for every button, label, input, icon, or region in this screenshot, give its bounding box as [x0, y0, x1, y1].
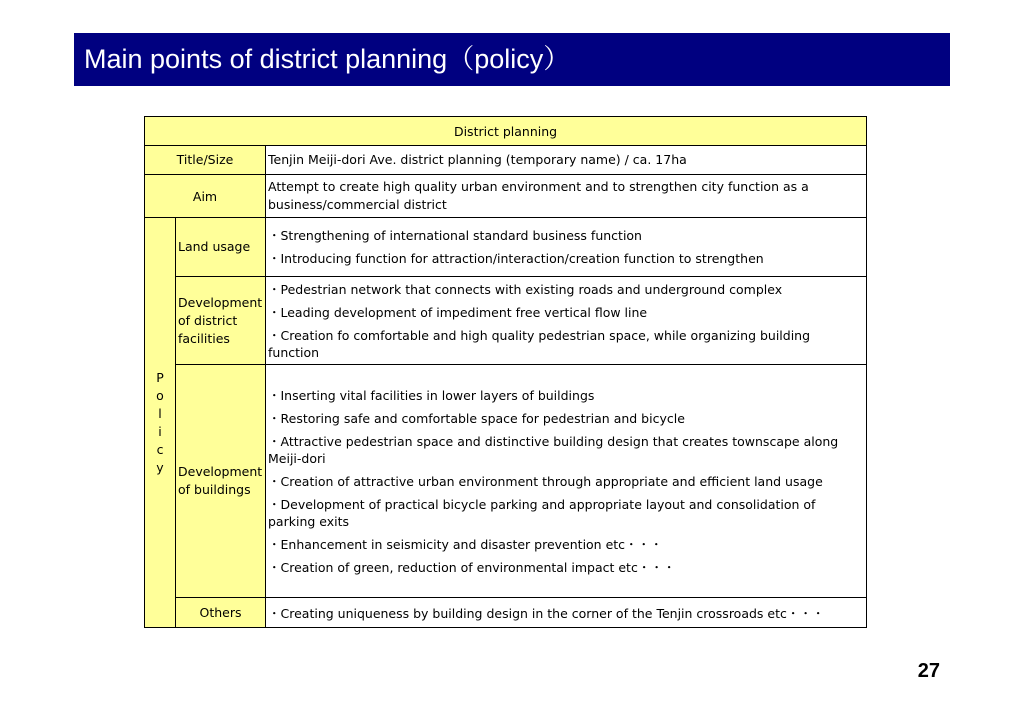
buildings-row — [145, 365, 867, 598]
list-item: ・Inserting vital facilities in lower layers of buildings — [268, 387, 595, 403]
policy-label — [145, 218, 176, 628]
aim-label: Aim — [145, 175, 266, 218]
label-line: Development — [178, 464, 263, 479]
policy-letter: P — [156, 369, 164, 385]
list-item: ・Attractive pedestrian space and distinctive building design that creates townscape along Meiji-dori — [268, 433, 839, 466]
aim-row — [145, 175, 867, 218]
title-size-value: Tenjin Meiji-dori Ave. district planning (temporary name) / ca. 17ha — [266, 146, 867, 175]
title-size-row — [145, 146, 867, 175]
district-planning-table — [144, 116, 867, 628]
land-usage-label: Land usage — [176, 218, 266, 277]
label-line: of buildings — [178, 482, 251, 497]
policy-letter: l — [158, 405, 162, 421]
table-header: District planning — [145, 117, 867, 146]
list-item: ・Creation of attractive urban environment through appropriate and efficient land usage — [268, 473, 823, 489]
district-facilities-items — [266, 277, 867, 365]
label-line: facilities — [178, 330, 230, 346]
table-header-row — [145, 117, 867, 146]
page-number: 27 — [917, 660, 940, 682]
policy-letter: c — [156, 441, 164, 457]
others-label: Others — [176, 598, 266, 628]
policy-letter: i — [158, 423, 162, 439]
label-line: of district — [178, 312, 238, 328]
list-item: ・Enhancement in seismicity and disaster prevention etc・・・ — [268, 536, 663, 552]
list-item: ・Introducing function for attraction/interaction/creation function to strengthen — [268, 251, 764, 266]
list-item: ・Strengthening of international standard business function — [268, 228, 642, 243]
title-size-label: Title/Size — [145, 146, 266, 175]
others-row — [145, 598, 867, 628]
land-usage-items — [266, 218, 867, 277]
label-line: Development — [178, 294, 263, 310]
slide-title: Main points of district planning（policy） — [74, 33, 950, 86]
list-item: ・Pedestrian network that connects with existing roads and underground complex — [268, 281, 783, 297]
buildings-label — [176, 365, 266, 598]
list-item: ・Leading development of impediment free vertical flow line — [268, 304, 648, 320]
list-item: ・Development of practical bicycle parking and appropriate layout and consolidation of parking exits — [268, 496, 816, 529]
aim-value: Attempt to create high quality urban environment and to strengthen city function as a business/commercial district — [266, 175, 867, 218]
list-item: ・Restoring safe and comfortable space for pedestrian and bicycle — [268, 410, 685, 426]
policy-letter: y — [156, 459, 164, 475]
policy-letter: o — [156, 387, 164, 403]
district-facilities-label — [176, 277, 266, 365]
district-facilities-row — [145, 277, 867, 365]
list-item: ・Creation fo comfortable and high quality pedestrian space, while organizing building function — [268, 327, 811, 360]
buildings-items — [266, 365, 867, 598]
land-usage-row — [145, 218, 867, 277]
list-item: ・Creation of green, reduction of environmental impact etc・・・ — [268, 559, 676, 575]
others-value: ・Creating uniqueness by building design in the corner of the Tenjin crossroads etc・・・ — [266, 598, 867, 628]
